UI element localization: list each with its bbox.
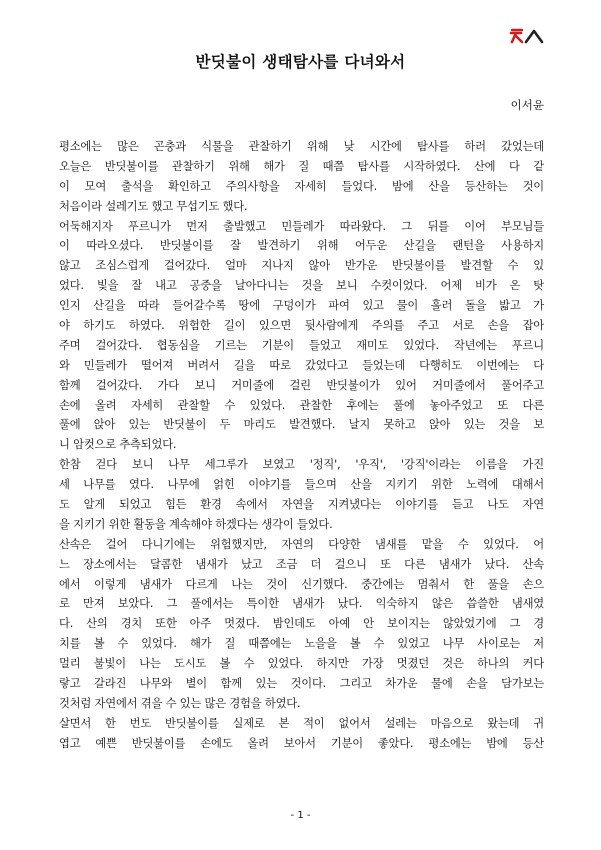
text-line: 인지 산길을 따라 들어갈수록 땅에 구덩이가 파여 있고 물이 흘러 돌을 밟고 가 (59, 299, 544, 313)
text-line: 었다. 빛을 잘 내고 공중을 날아다니는 것을 보니 수컷이었다. 어제 비가 온 탓 (59, 279, 544, 293)
text-line: 손에 올려 자세히 관찰할 수 있었다. 관찰한 후에는 풀에 놓아주었고 또 다른 (59, 398, 544, 412)
publisher-logo-icon (508, 26, 548, 46)
text-line: 한참 걷다 보니 나무 세그루가 보였고 '정직', '우직', '강직'이라는 이름을 가진 (59, 458, 544, 472)
text-line: 로 만져 보았다. 그 풀에서는 특이한 냄새가 났다. 익숙하지 않은 씁쓸한 냄새였 (59, 597, 544, 611)
author-name: 이서윤 (510, 98, 544, 112)
text-line: 이 따라오셨다. 반딧불이를 잘 발견하기 위해 어두운 산길을 랜턴을 사용하지 (59, 239, 544, 253)
text-line: 느 장소에서는 달콤한 냄새가 났고 조금 더 걸으니 또 다른 냄새가 났다. 산속 (59, 557, 544, 571)
essay-body (59, 137, 544, 754)
text-line: 주며 걸어갔다. 협동심을 기르는 기분이 들었고 재미도 있었다. 작년에는 푸르니 (59, 338, 544, 352)
text-line: 오늘은 반딧불이를 관찰하기 위해 해가 질 때쯤 탐사를 시작하였다. 산에 다 같 (59, 159, 544, 173)
text-line: 랗고 갈라진 나무와 별이 함께 있는 것이다. 그리고 차가운 물에 손을 담가보는 (59, 677, 544, 691)
text-line: 을 지키기 위한 활동을 계속해야 하겠다는 생각이 들었다. (59, 517, 333, 531)
text-line: 엽고 예쁜 반딧불이를 손에도 올려 보아서 기분이 좋았다. 평소에는 밤에 등산 (59, 736, 544, 750)
text-line: 살면서 한 번도 반딧불이를 실제로 본 적이 없어서 설레는 마음으로 왔는데 귀 (59, 716, 544, 730)
page-title: 반딧불이 생태탐사를 다녀와서 (195, 53, 406, 71)
text-line: 도 알게 되었고 힘든 환경 속에서 자연을 지켜냈다는 이야기를 듣고 나도 자연 (59, 498, 544, 512)
text-line: 산속은 걸어 다니기에는 위험했지만, 자연의 다양한 냄새를 맡을 수 있었다. 어 (59, 537, 544, 551)
text-line: 다. 산의 경치 또한 아주 멋졌다. 밤인데도 아예 안 보이지는 않았었기에 그 경 (59, 617, 544, 631)
text-line: 것처럼 자연에서 겪을 수 있는 많은 경험을 하였다. (59, 696, 301, 710)
text-line: 야 하기도 하였다. 위험한 길이 있으면 뒷사람에게 주의를 주고 서로 손을 잡아 (59, 319, 544, 333)
text-line: 와 민들레가 떨어져 버려서 길을 따로 갔었다고 들었는데 다행히도 이번에는 다 (59, 358, 544, 372)
text-line: 이 모여 출석을 확인하고 주의사항을 자세히 들었다. 밤에 산을 등산하는 것이 (59, 179, 544, 193)
text-line: 함께 걸어갔다. 가다 보니 거미줄에 걸린 반딧불이가 있어 거미줄에서 풀어주고 (59, 378, 544, 392)
text-line: 어둑해지자 푸르니가 먼저 출발했고 민들레가 따라왔다. 그 뒤를 이어 부모님들 (59, 219, 544, 233)
text-line: 치를 볼 수 있었다. 해가 질 때쯤에는 노을을 볼 수 있었고 나무 사이로는 저 (59, 637, 544, 651)
text-line: 평소에는 많은 곤충과 식물을 관찰하기 위해 낮 시간에 탐사를 하러 갔었는데 (59, 140, 544, 153)
text-line: 풀에 앉아 있는 반딧불이 두 마리도 발견했다. 날지 못하고 앉아 있는 것을 보 (59, 418, 544, 432)
text-line: 멀리 불빛이 나는 도시도 볼 수 있었다. 하지만 가장 멋졌던 것은 하나의 커다 (59, 657, 544, 671)
text-line: 않고 조심스럽게 걸어갔다. 얼마 지나지 않아 반가운 반딧불이를 발견할 수 있 (59, 259, 544, 273)
text-line: 세 나무를 였다. 나무에 얽힌 이야기를 들으며 산을 지키기 위한 노력에 대해서 (59, 478, 544, 492)
page-number: - 1 - (290, 810, 311, 821)
text-line: 에서 이렇게 냄새가 다르게 나는 것이 신기했다. 중간에는 멈춰서 한 풀을 손으 (59, 577, 544, 591)
text-line: 니 암컷으로 추측되었다. (59, 438, 177, 452)
text-line: 처음이라 설레기도 했고 무섭기도 했다. (59, 199, 248, 213)
